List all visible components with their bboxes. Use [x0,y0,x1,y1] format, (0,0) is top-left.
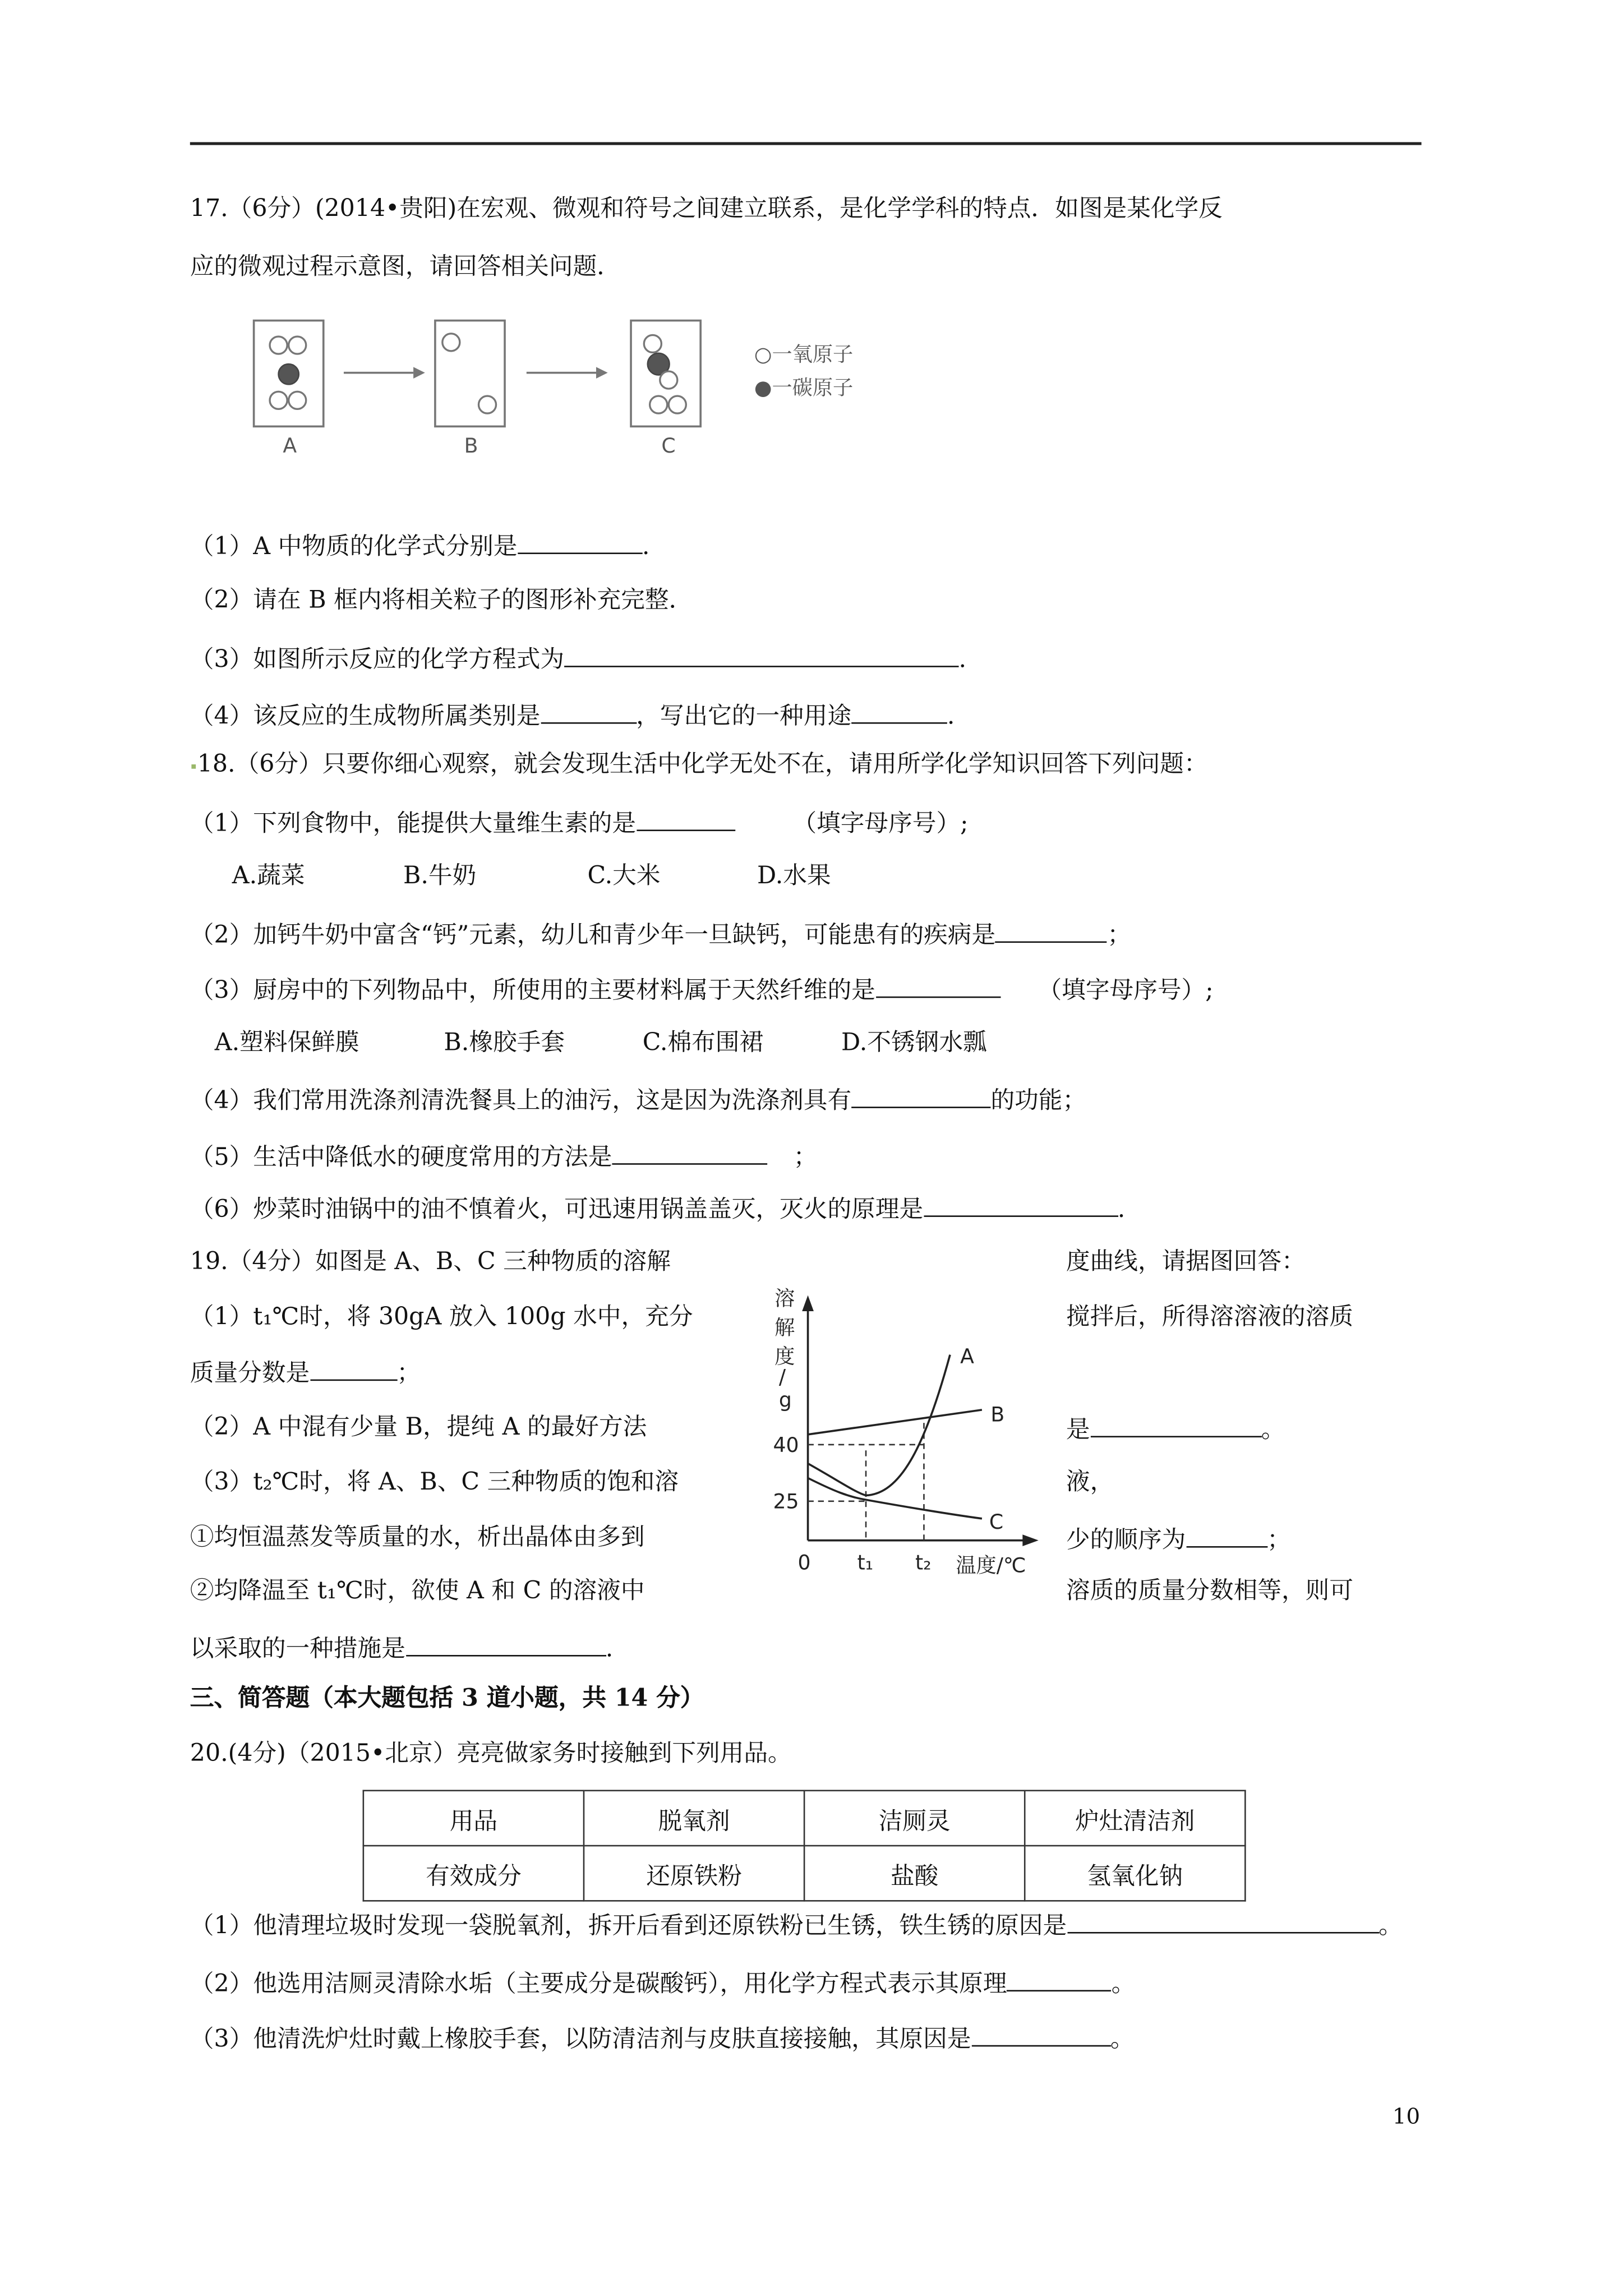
q18-option-b: B.牛奶 [403,861,477,889]
q17-part2: （2）请在 B 框内将相关粒子的图形补充完整． [190,585,693,614]
answer-blank [1090,1411,1261,1437]
q19-line4-right: 是 。 [1066,1411,1285,1446]
answer-blank [1007,1965,1112,1991]
arrow-2 [527,367,608,379]
label-c: C [661,433,676,458]
svg-text:g: g [778,1387,792,1412]
answer-blank [851,1082,990,1108]
q19-line7-left: ②均降温至 t₁℃时，欲使 A 和 C 的溶液中 [190,1576,645,1605]
stray-mark [191,764,196,769]
q17-part1: （1）A 中物质的化学式分别是 . [190,528,650,563]
box-a [254,321,324,427]
q17-stem-line2: 应的微观过程示意图，请回答相关问题． [190,252,621,280]
section-3-heading: 三、简答题（本大题包括 3 道小题，共 14 分） [190,1684,704,1712]
q19-line1-right: 度曲线，请据图回答： [1066,1247,1306,1275]
y-axis-arrow [802,1295,814,1311]
curve-b [808,1410,982,1435]
q18-option3-a: A.塑料保鲜膜 [214,1028,359,1056]
y-axis-label [774,1287,795,1412]
x-axis-arrow [1022,1534,1038,1546]
answer-blank [310,1355,396,1381]
q18-option-c: C.大米 [587,861,661,889]
answer-blank [517,528,642,554]
label-b: B [464,433,478,458]
answer-blank [405,1630,606,1657]
q20-part3: （3）他清洗炉灶时戴上橡胶手套，以防清洁剂与皮肤直接接触，其原因是 。 [190,2021,1135,2055]
table-cell: 还原铁粉 [584,1846,804,1901]
tick-origin: 0 [797,1550,811,1575]
q18-option3-b: B.橡胶手套 [444,1028,565,1056]
answer-blank [540,698,636,724]
answer-blank [995,917,1107,943]
q17-part4: （4）该反应的生成物所属类别是 ，写出它的一种用途 . [190,698,955,732]
q18-part5: （5）生活中降低水的硬度常用的方法是 ； [190,1138,818,1173]
table-cell: 用品 [363,1791,584,1846]
box-b [435,321,505,427]
tick-25: 25 [773,1489,799,1514]
svg-text:/: / [778,1364,786,1389]
q18-part6: （6）炒菜时油锅中的油不慎着火，可迅速用锅盖盖灭，灭火的原理是 . [190,1191,1126,1225]
q19-line2-left: （1）t₁℃时，将 30gA 放入 100g 水中，充分 [190,1302,693,1330]
curve-c-label: C [989,1509,1004,1534]
table-cell: 炉灶清洁剂 [1025,1791,1245,1846]
label-a: A [283,433,297,458]
x-axis-label: 温度/℃ [956,1553,1026,1578]
q19-line4-left: （2）A 中混有少量 B，提纯 A 的最好方法 [190,1413,647,1441]
answer-blank [923,1191,1118,1217]
table-cell: 洁厕灵 [804,1791,1025,1846]
svg-text:解: 解 [774,1315,795,1340]
table-cell: 脱氧剂 [584,1791,804,1846]
answer-blank [851,698,947,724]
q20-table [363,1790,1246,1901]
q18-option3-c: C.棉布围裙 [642,1028,764,1056]
answer-blank [971,2021,1110,2047]
solubility-curve-graph [762,1279,1052,1591]
q18-part1: （1）下列食物中，能提供大量维生素的是 （填字母序号）; [190,805,969,840]
curve-a-label: A [960,1344,974,1369]
q18-part2: （2）加钙牛奶中富含“钙”元素，幼儿和青少年一旦缺钙，可能患有的疾病是 ； [190,917,1131,952]
q18-option-d: D.水果 [757,861,831,889]
legend-carbon: ●一碳原子 [754,375,854,400]
tick-t1: t₁ [857,1550,874,1575]
answer-blank [636,805,735,831]
q19-line5-left: （3）t₂℃时，将 A、B、C 三种物质的饱和溶 [190,1468,679,1496]
q19-line2-right: 搅拌后，所得溶溶液的溶质 [1066,1302,1354,1330]
table-row [363,1846,1245,1901]
arrow-1 [344,367,425,379]
q19-line6-right: 少的顺序为 ； [1066,1522,1291,1556]
answer-blank [1067,1907,1378,1934]
box-c [631,321,700,427]
tick-40: 40 [773,1432,799,1457]
answer-blank [564,641,958,667]
page-number: 10 [1392,2103,1421,2129]
q20-part1: （1）他清理垃圾时发现一袋脱氧剂，拆开后看到还原铁粉已生锈，铁生锈的原因是 。 [190,1907,1403,1942]
q18-option3-d: D.不锈钢水瓢 [841,1028,987,1056]
q18-part4: （4）我们常用洗涤剂清洗餐具上的油污，这是因为洗涤剂具有 的功能； [190,1082,1086,1117]
answer-blank [1186,1522,1267,1548]
table-cell: 有效成分 [363,1846,584,1901]
curve-c [808,1478,982,1518]
q19-line3: 质量分数是 ； [190,1355,421,1390]
answer-blank [875,972,1000,998]
q19-line8: 以采取的一种措施是 . [190,1630,614,1665]
header-rule [190,142,1422,145]
svg-text:度: 度 [774,1344,795,1369]
legend-oxygen: ○一氧原子 [754,342,854,366]
table-cell: 盐酸 [804,1846,1025,1901]
q20-stem: 20.(4分)（2015•北京）亮亮做家务时接触到下列用品。 [190,1739,792,1767]
tick-t2: t₂ [915,1550,932,1575]
q19-line7-right: 溶质的质量分数相等，则可 [1066,1576,1354,1605]
q20-part2: （2）他选用洁厕灵清除水垢（主要成分是碳酸钙），用化学方程式表示其原理 。 [190,1965,1136,2000]
svg-text:溶: 溶 [774,1286,795,1311]
curve-b-label: B [990,1402,1005,1427]
table-row [363,1791,1245,1846]
q17-stem-line1: 17.（6分）(2014•贵阳)在宏观、微观和符号之间建立联系，是化学学科的特点．如图是某化学反 [190,194,1223,222]
q18-stem: 18.（6分）只要你细心观察，就会发现生活中化学无处不在，请用所学化学知识回答下列问题： [197,750,1208,778]
q19-line1-left: 19.（4分）如图是 A、B、C 三种物质的溶解 [190,1247,671,1275]
answer-blank [612,1138,767,1165]
q19-line5-right: 液， [1066,1468,1114,1496]
q17-reaction-diagram [239,312,907,471]
table-cell: 氢氧化钠 [1025,1846,1245,1901]
q19-line6-left: ①均恒温蒸发等质量的水，析出晶体由多到 [190,1523,645,1551]
q18-part3: （3）厨房中的下列物品中，所使用的主要材料属于天然纤维的是 （填字母序号）; [190,972,1214,1007]
q18-option-a: A.蔬菜 [232,861,305,889]
q17-part3: （3）如图所示反应的化学方程式为 . [190,641,966,676]
